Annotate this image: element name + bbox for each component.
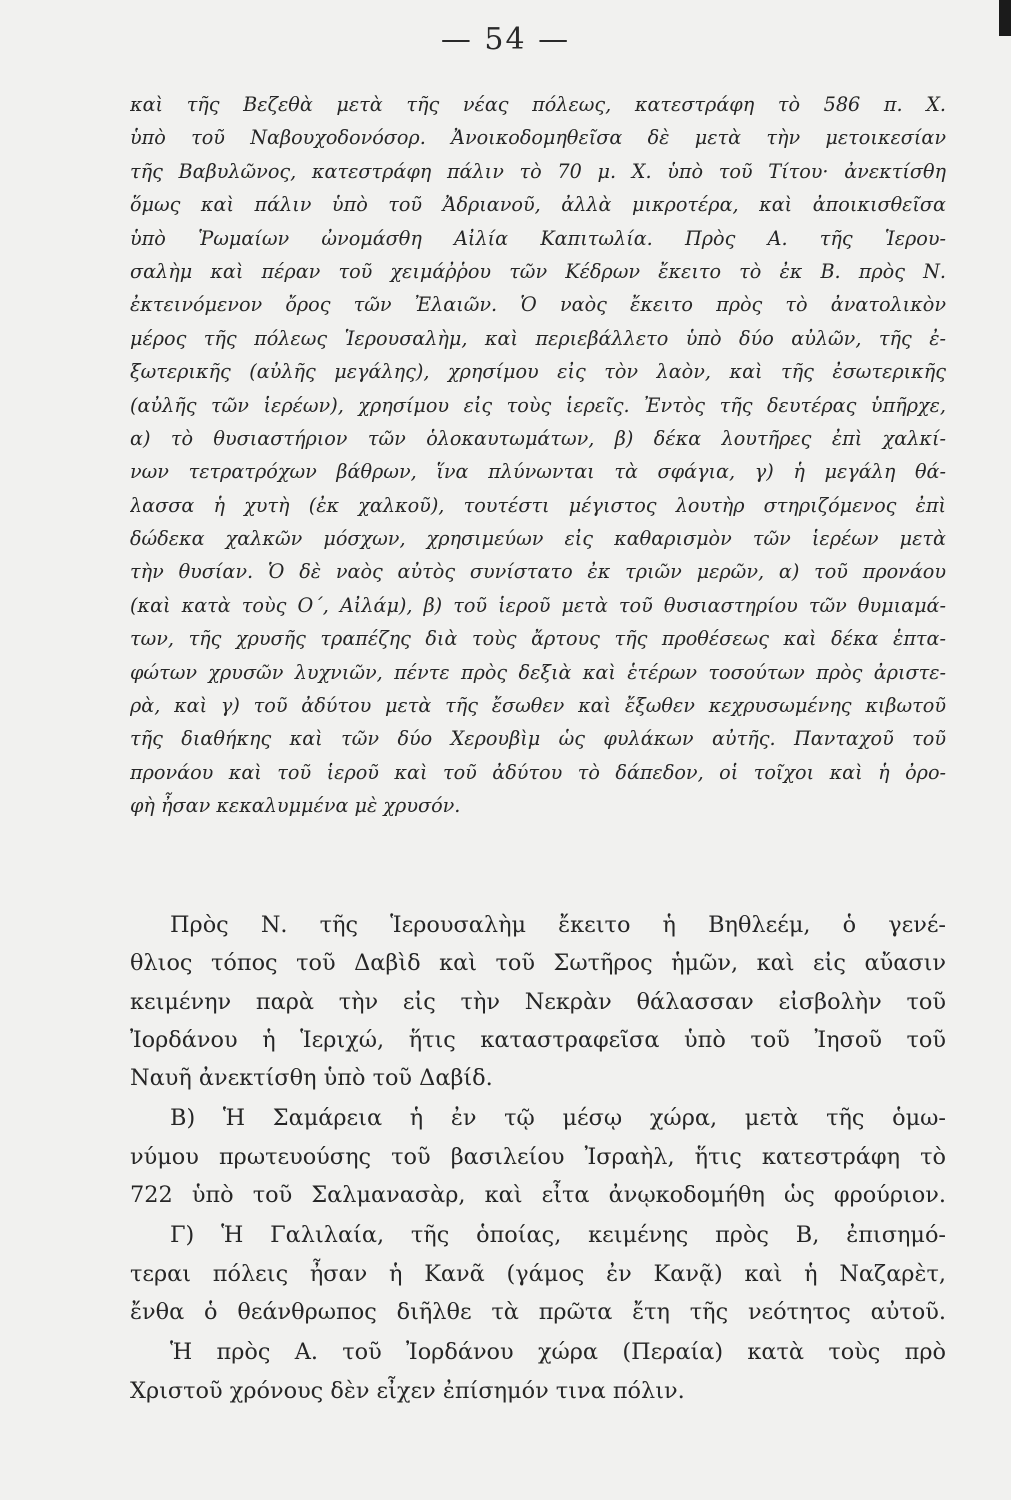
- text-line: ὑπὸ τοῦ Ναβουχοδονόσορ. Ἀνοικοδομηθεῖσα δὲ μετὰ τὴν μετοικεσίαν: [130, 126, 946, 150]
- text-line: τὴν θυσίαν. Ὁ δὲ ναὸς αὐτὸς συνίστατο ἐκ τριῶν μερῶν, α) τοῦ προνάου: [130, 560, 946, 584]
- large-text-section: [130, 906, 946, 1410]
- text-line: σαλὴμ καὶ πέραν τοῦ χειμάῤῥου τῶν Κέδρων ἔκειτο τὸ ἐκ Β. πρὸς Ν.: [130, 259, 946, 283]
- text-line: νύμου πρωτευούσης τοῦ βασιλείου Ἰσραὴλ, ἥτις κατεστράφη τὸ: [130, 1143, 946, 1170]
- text-line: Χριστοῦ χρόνους δὲν εἶχεν ἐπίσημόν τινα πόλιν.: [130, 1377, 685, 1404]
- small-text-paragraph: [130, 88, 946, 823]
- text-line: (καὶ κατὰ τοὺς Ο΄, Αἰλάμ), β) τοῦ ἱεροῦ μετὰ τοῦ θυσιαστηρίου τῶν θυμιαμά-: [130, 593, 946, 617]
- text-line: τῆς Βαβυλῶνος, κατεστράφη πάλιν τὸ 70 μ. Χ. ὑπὸ τοῦ Τίτου· ἀνεκτίσθη: [130, 159, 946, 183]
- text-line: καὶ τῆς Βεζεθὰ μετὰ τῆς νέας πόλεως, κατεστράφη τὸ 586 π. Χ.: [130, 93, 946, 116]
- text-line: 722 ὑπὸ τοῦ Σαλμανασὰρ, καὶ εἶτα ἀνῳκοδομήθη ὡς φρούριον.: [130, 1182, 946, 1209]
- text-line: θλιος τόπος τοῦ Δαβὶδ καὶ τοῦ Σωτῆρος ἡμῶν, καὶ εἰς αὔασιν: [130, 950, 946, 977]
- text-line: δώδεκα χαλκῶν μόσχων, χρησιμεύων εἰς καθαρισμὸν τῶν ἱερέων μετὰ: [130, 527, 946, 551]
- text-line: ἔνθα ὁ θεάνθρωπος διῆλθε τὰ πρῶτα ἔτη τῆς νεότητος αὐτοῦ.: [130, 1298, 946, 1325]
- text-line: προνάου καὶ τοῦ ἱεροῦ καὶ τοῦ ἀδύτου τὸ δάπεδον, οἱ τοῖχοι καὶ ἡ ὀρο-: [130, 760, 946, 784]
- text-line: νων τετρατρόχων βάθρων, ἵνα πλύνωνται τὰ σφάγια, γ) ἡ μεγάλη θά-: [130, 460, 946, 484]
- text-line: τῆς διαθήκης καὶ τῶν δύο Χερουβὶμ ὡς φυλάκων αὐτῆς. Πανταχοῦ τοῦ: [130, 727, 946, 751]
- text-line: τεραι πόλεις ἦσαν ἡ Κανᾶ (γάμος ἐν Κανᾷ) καὶ ἡ Ναζαρὲτ,: [130, 1260, 946, 1287]
- paragraph-line-galilee: Γ) Ἡ Γαλιλαία, τῆς ὁποίας, κειμένης πρὸς Β, ἐπισημό-: [170, 1222, 946, 1249]
- text-line: Ἰορδάνου ἡ Ἱεριχώ, ἥτις καταστραφεῖσα ὑπὸ τοῦ Ἰησοῦ τοῦ: [130, 1026, 946, 1053]
- text-line: φώτων χρυσῶν λυχνιῶν, πέντε πρὸς δεξιὰ καὶ ἑτέρων τοσούτων πρὸς ἀριστε-: [130, 660, 946, 684]
- text-line: ὅμως καὶ πάλιν ὑπὸ τοῦ Ἀδριανοῦ, ἀλλὰ μικροτέρα, καὶ ἀποικισθεῖσα: [130, 193, 946, 217]
- text-line: κειμένην παρὰ τὴν εἰς τὴν Νεκρὰν θάλασσαν εἰσβολὴν τοῦ: [130, 988, 946, 1015]
- text-line: Ναυῆ ἀνεκτίσθη ὑπὸ τοῦ Δαβίδ.: [130, 1065, 493, 1092]
- paragraph-line-bethlehem: Πρὸς Ν. τῆς Ἱερουσαλὴμ ἔκειτο ἡ Βηθλεέμ, ὁ γενέ-: [170, 912, 946, 938]
- page-number: — 54 —: [440, 22, 571, 57]
- text-line: των, τῆς χρυσῆς τραπέζης διὰ τοὺς ἄρτους τῆς προθέσεως καὶ δέκα ἑπτα-: [130, 627, 946, 651]
- text-line: ξωτερικῆς (αὐλῆς μεγάλης), χρησίμου εἰς τὸν λαὸν, καὶ τῆς ἐσωτερικῆς: [130, 360, 946, 384]
- text-line: (αὐλῆς τῶν ἱερέων), χρησίμου εἰς τοὺς ἱερεῖς. Ἐντὸς τῆς δευτέρας ὑπῆρχε,: [130, 393, 946, 417]
- paragraph-line-peraea: Ἡ πρὸς Α. τοῦ Ἰορδάνου χώρα (Περαία) κατὰ τοὺς πρὸ: [170, 1339, 946, 1366]
- text-line: μέρος τῆς πόλεως Ἱερουσαλὴμ, καὶ περιεβάλλετο ὑπὸ δύο αὐλῶν, τῆς ἐ-: [130, 326, 946, 350]
- text-line: λασσα ἡ χυτὴ (ἐκ χαλκοῦ), τουτέστι μέγιστος λουτὴρ στηριζόμενος ἐπὶ: [130, 493, 946, 517]
- text-line: φὴ ἦσαν κεκαλυμμένα μὲ χρυσόν.: [130, 794, 461, 818]
- paragraph-line-samaria: Β) Ἡ Σαμάρεια ἡ ἐν τῷ μέσῳ χώρα, μετὰ τῆς ὁμω-: [170, 1105, 946, 1132]
- text-line: ἐκτεινόμενον ὄρος τῶν Ἐλαιῶν. Ὁ ναὸς ἔκειτο πρὸς τὸ ἀνατολικὸν: [130, 293, 946, 317]
- text-line: ὑπὸ Ῥωμαίων ὠνομάσθη Αἰλία Καπιτωλία. Πρὸς Α. τῆς Ἱερου-: [130, 226, 946, 250]
- text-line: ρὰ, καὶ γ) τοῦ ἀδύτου μετὰ τῆς ἔσωθεν καὶ ἔξωθεν κεχρυσωμένης κιβωτοῦ: [130, 694, 946, 718]
- text-line: α) τὸ θυσιαστήριον τῶν ὁλοκαυτωμάτων, β) δέκα λουτῆρες ἐπὶ χαλκί-: [130, 426, 946, 450]
